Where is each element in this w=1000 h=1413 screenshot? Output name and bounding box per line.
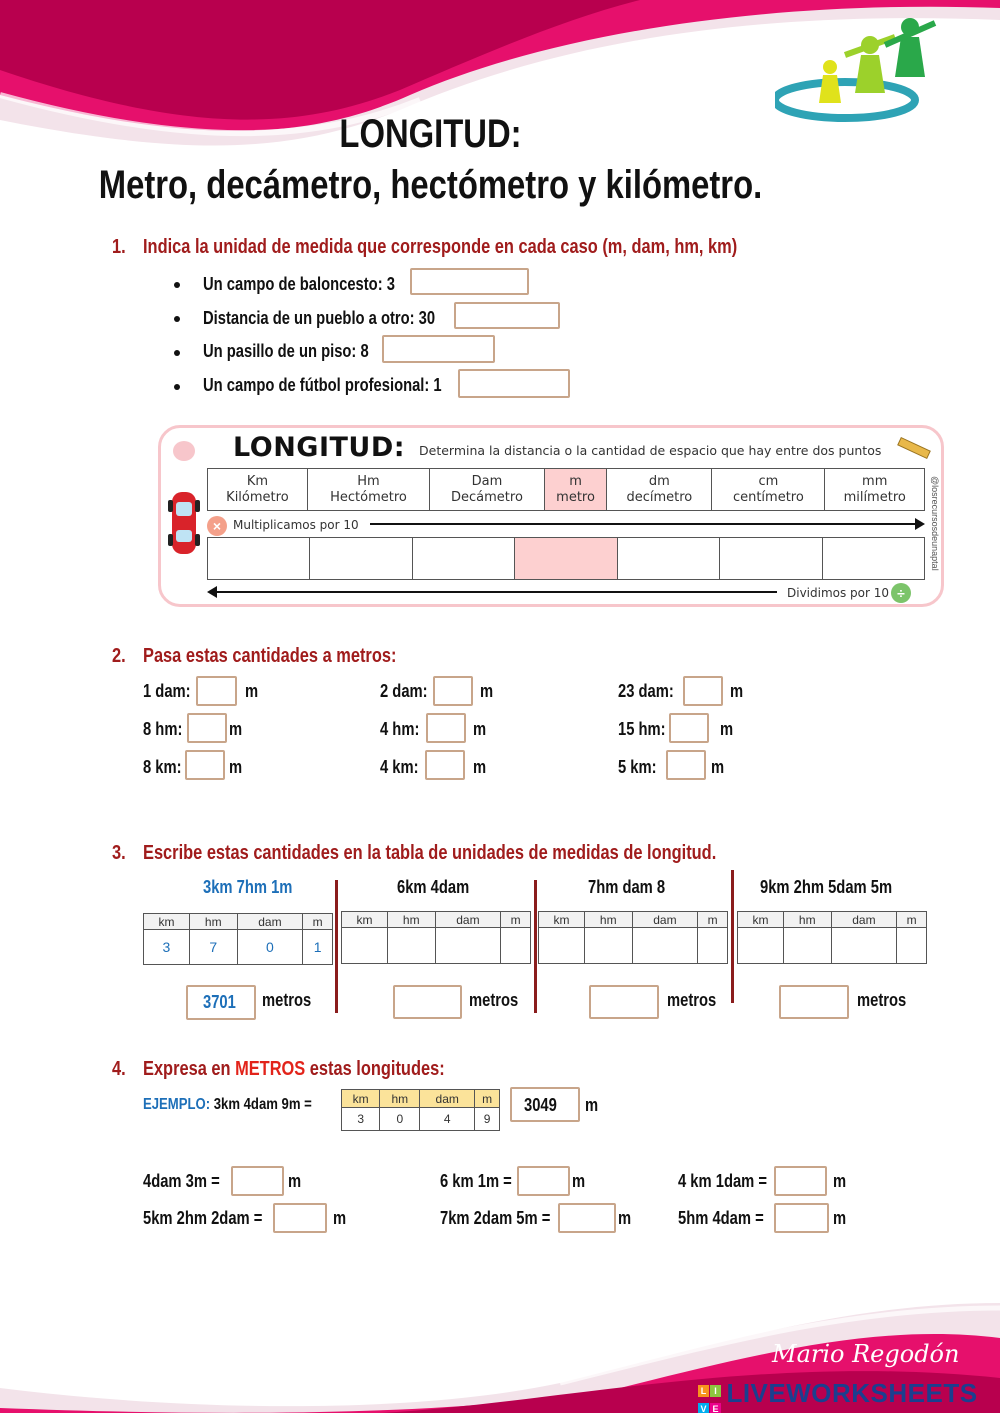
s2-label: 4 hm: — [380, 719, 420, 739]
digit-input[interactable] — [698, 928, 728, 964]
digit-input[interactable] — [632, 928, 698, 964]
blank-cell — [617, 538, 719, 580]
unit-cell-highlight: m metro — [544, 469, 607, 511]
s2-label: 1 dam: — [143, 681, 191, 701]
s3-group-label: 7hm dam 8 — [588, 877, 666, 897]
group-divider — [731, 870, 734, 1003]
s1-item-label: Un campo de fútbol profesional: 1 — [203, 375, 442, 395]
example-label: EJEMPLO: 3km 4dam 9m = — [143, 1096, 312, 1113]
s2-unit: m — [473, 719, 487, 739]
s2-label: 2 dam: — [380, 681, 428, 701]
brand-logo — [698, 1378, 978, 1413]
s3-answer-input[interactable] — [779, 985, 849, 1019]
s4-unit: m — [572, 1171, 586, 1191]
s4-label: 4 km 1dam = — [678, 1171, 768, 1191]
s2-label: 15 hm: — [618, 719, 666, 739]
unit-cell: mm milímetro — [825, 469, 925, 511]
digit-cell: 4 — [420, 1108, 475, 1131]
section4-heading: Expresa en METROS estas longitudes: — [143, 1058, 445, 1080]
digit-cell: 7 — [189, 930, 237, 965]
digit-input[interactable] — [539, 928, 585, 964]
digit-input[interactable] — [387, 928, 435, 964]
s4-answer-input[interactable] — [231, 1166, 284, 1196]
digit-cell: 3 — [342, 1108, 380, 1131]
s4-unit: m — [333, 1208, 347, 1228]
divide-label: Dividimos por 10 — [787, 586, 890, 600]
s2-label: 8 hm: — [143, 719, 183, 739]
digit-input[interactable] — [435, 928, 501, 964]
kids-logo-icon — [775, 15, 945, 125]
blank-cell — [208, 538, 310, 580]
s2-label: 5 km: — [618, 757, 657, 777]
s4-example-table: km hm dam m 3 0 4 9 — [341, 1089, 500, 1131]
unit-cell: dm decímetro — [607, 469, 712, 511]
s4-unit: m — [618, 1208, 632, 1228]
blank-cell-highlight — [515, 538, 617, 580]
s2-answer-input[interactable] — [185, 750, 225, 780]
s2-unit: m — [480, 681, 494, 701]
digit-input[interactable] — [783, 928, 831, 964]
ruler-icon — [896, 436, 932, 460]
page-subtitle: Metro, decámetro, hectómetro y kilómetro. — [98, 163, 763, 207]
s4-answer-input[interactable] — [774, 1203, 829, 1233]
s3-table: km hm dam m — [737, 911, 927, 964]
s4-answer-input[interactable] — [774, 1166, 827, 1196]
arrow-right-icon — [370, 517, 925, 531]
s1-item-label: Un campo de baloncesto: 3 — [203, 274, 395, 294]
digit-input[interactable] — [897, 928, 927, 964]
bullet-icon — [174, 350, 180, 356]
s3-answer-input[interactable] — [589, 985, 659, 1019]
s2-label: 23 dam: — [618, 681, 674, 701]
s3-answer-input[interactable] — [393, 985, 462, 1019]
s4-label: 7km 2dam 5m = — [440, 1208, 551, 1228]
bullet-icon — [174, 384, 180, 390]
bullet-icon — [174, 282, 180, 288]
bullet-icon — [174, 316, 180, 322]
s3-example-table: km hm dam m 3 7 0 1 — [143, 913, 333, 965]
s1-item-label: Distancia de un pueblo a otro: 30 — [203, 308, 436, 328]
page-title: LONGITUD: — [339, 112, 522, 156]
s1-answer-input[interactable] — [458, 369, 570, 398]
section3-heading: Escribe estas cantidades en la tabla de unidades de medidas de longitud. — [143, 842, 717, 864]
s4-label: 4dam 3m = — [143, 1171, 220, 1191]
author-signature: Mario Regodón — [772, 1340, 960, 1368]
s2-answer-input[interactable] — [196, 676, 237, 706]
brand-name: LIVEWORKSHEETS — [726, 1378, 978, 1408]
s2-answer-input[interactable] — [426, 713, 466, 743]
s3-group-label: 9km 2hm 5dam 5m — [760, 877, 893, 897]
s2-answer-input[interactable] — [433, 676, 473, 706]
section2-number: 2. — [112, 645, 126, 667]
digit-input[interactable] — [342, 928, 388, 964]
s2-unit: m — [245, 681, 259, 701]
s1-item-label: Un pasillo de un piso: 8 — [203, 341, 369, 361]
arrow-left-icon — [207, 585, 777, 599]
s2-unit: m — [711, 757, 725, 777]
blank-cell — [720, 538, 822, 580]
s2-unit: m — [229, 719, 243, 739]
s2-answer-input[interactable] — [187, 713, 227, 743]
blank-cell — [412, 538, 514, 580]
s3-example-value: 3701 — [203, 992, 236, 1012]
s3-metros-label: metros — [667, 990, 717, 1010]
s3-group-label: 6km 4dam — [397, 877, 470, 897]
s2-label: 4 km: — [380, 757, 419, 777]
s3-metros-label: metros — [469, 990, 519, 1010]
blank-cell — [310, 538, 412, 580]
s4-label: 6 km 1m = — [440, 1171, 512, 1191]
s4-answer-input[interactable] — [558, 1203, 616, 1233]
digit-cell: 3 — [144, 930, 190, 965]
s4-unit: m — [833, 1171, 847, 1191]
digit-cell: 1 — [303, 930, 333, 965]
brand-badge-icon: L I V E — [698, 1381, 722, 1407]
s2-answer-input[interactable] — [666, 750, 706, 780]
card-credit: @losrecursosdeunaptal — [930, 476, 940, 571]
s4-unit: m — [833, 1208, 847, 1228]
divide-icon: ÷ — [891, 583, 911, 603]
s2-unit: m — [473, 757, 487, 777]
s4-example-value: 3049 — [524, 1095, 557, 1115]
s3-metros-label: metros — [262, 990, 312, 1010]
unit-cell: cm centímetro — [712, 469, 825, 511]
s3-table: km hm dam m — [341, 911, 531, 964]
s3-metros-label: metros — [857, 990, 907, 1010]
s4-answer-input[interactable] — [517, 1166, 570, 1196]
s4-answer-input[interactable] — [273, 1203, 327, 1233]
unit-cell: Km Kilómetro — [208, 469, 308, 511]
section1-number: 1. — [112, 236, 126, 258]
s4-label: 5hm 4dam = — [678, 1208, 764, 1228]
s2-answer-input[interactable] — [425, 750, 465, 780]
s4-unit: m — [585, 1095, 599, 1115]
unit-cell: Dam Decámetro — [430, 469, 545, 511]
s2-unit: m — [730, 681, 744, 701]
red-car-icon — [166, 488, 202, 560]
s2-answer-input[interactable] — [683, 676, 723, 706]
digit-cell: 0 — [237, 930, 303, 965]
digit-input[interactable] — [831, 928, 897, 964]
s2-unit: m — [720, 719, 734, 739]
pink-dot-icon — [173, 441, 195, 461]
s1-answer-input[interactable] — [382, 335, 495, 363]
digit-input[interactable] — [501, 928, 531, 964]
digit-cell: 0 — [380, 1108, 420, 1131]
multiply-icon: × — [207, 516, 227, 536]
digit-input[interactable] — [584, 928, 632, 964]
unit-cell: Hm Hectómetro — [307, 469, 429, 511]
card-title: LONGITUD: — [233, 432, 406, 463]
s2-label: 8 km: — [143, 757, 182, 777]
group-divider — [335, 880, 338, 1013]
blank-cell — [822, 538, 924, 580]
s4-label: 5km 2hm 2dam = — [143, 1208, 263, 1228]
section2-heading: Pasa estas cantidades a metros: — [143, 645, 397, 667]
group-divider — [534, 880, 537, 1013]
digit-input[interactable] — [738, 928, 784, 964]
section3-number: 3. — [112, 842, 126, 864]
section4-number: 4. — [112, 1058, 126, 1080]
multiply-label: Multiplicamos por 10 — [233, 518, 359, 532]
digit-cell: 9 — [475, 1108, 500, 1131]
s2-answer-input[interactable] — [669, 713, 709, 743]
card-subtitle: Determina la distancia o la cantidad de espacio que hay entre dos puntos — [419, 443, 882, 458]
s1-answer-input[interactable] — [410, 268, 529, 295]
s1-answer-input[interactable] — [454, 302, 560, 329]
s3-example-label: 3km 7hm 1m — [203, 877, 293, 897]
section1-heading: Indica la unidad de medida que corresponde en cada caso (m, dam, hm, km) — [143, 236, 738, 258]
units-blank-table — [207, 537, 925, 580]
s3-table: km hm dam m — [538, 911, 728, 964]
s4-unit: m — [288, 1171, 302, 1191]
units-table — [207, 468, 925, 511]
s2-unit: m — [229, 757, 243, 777]
